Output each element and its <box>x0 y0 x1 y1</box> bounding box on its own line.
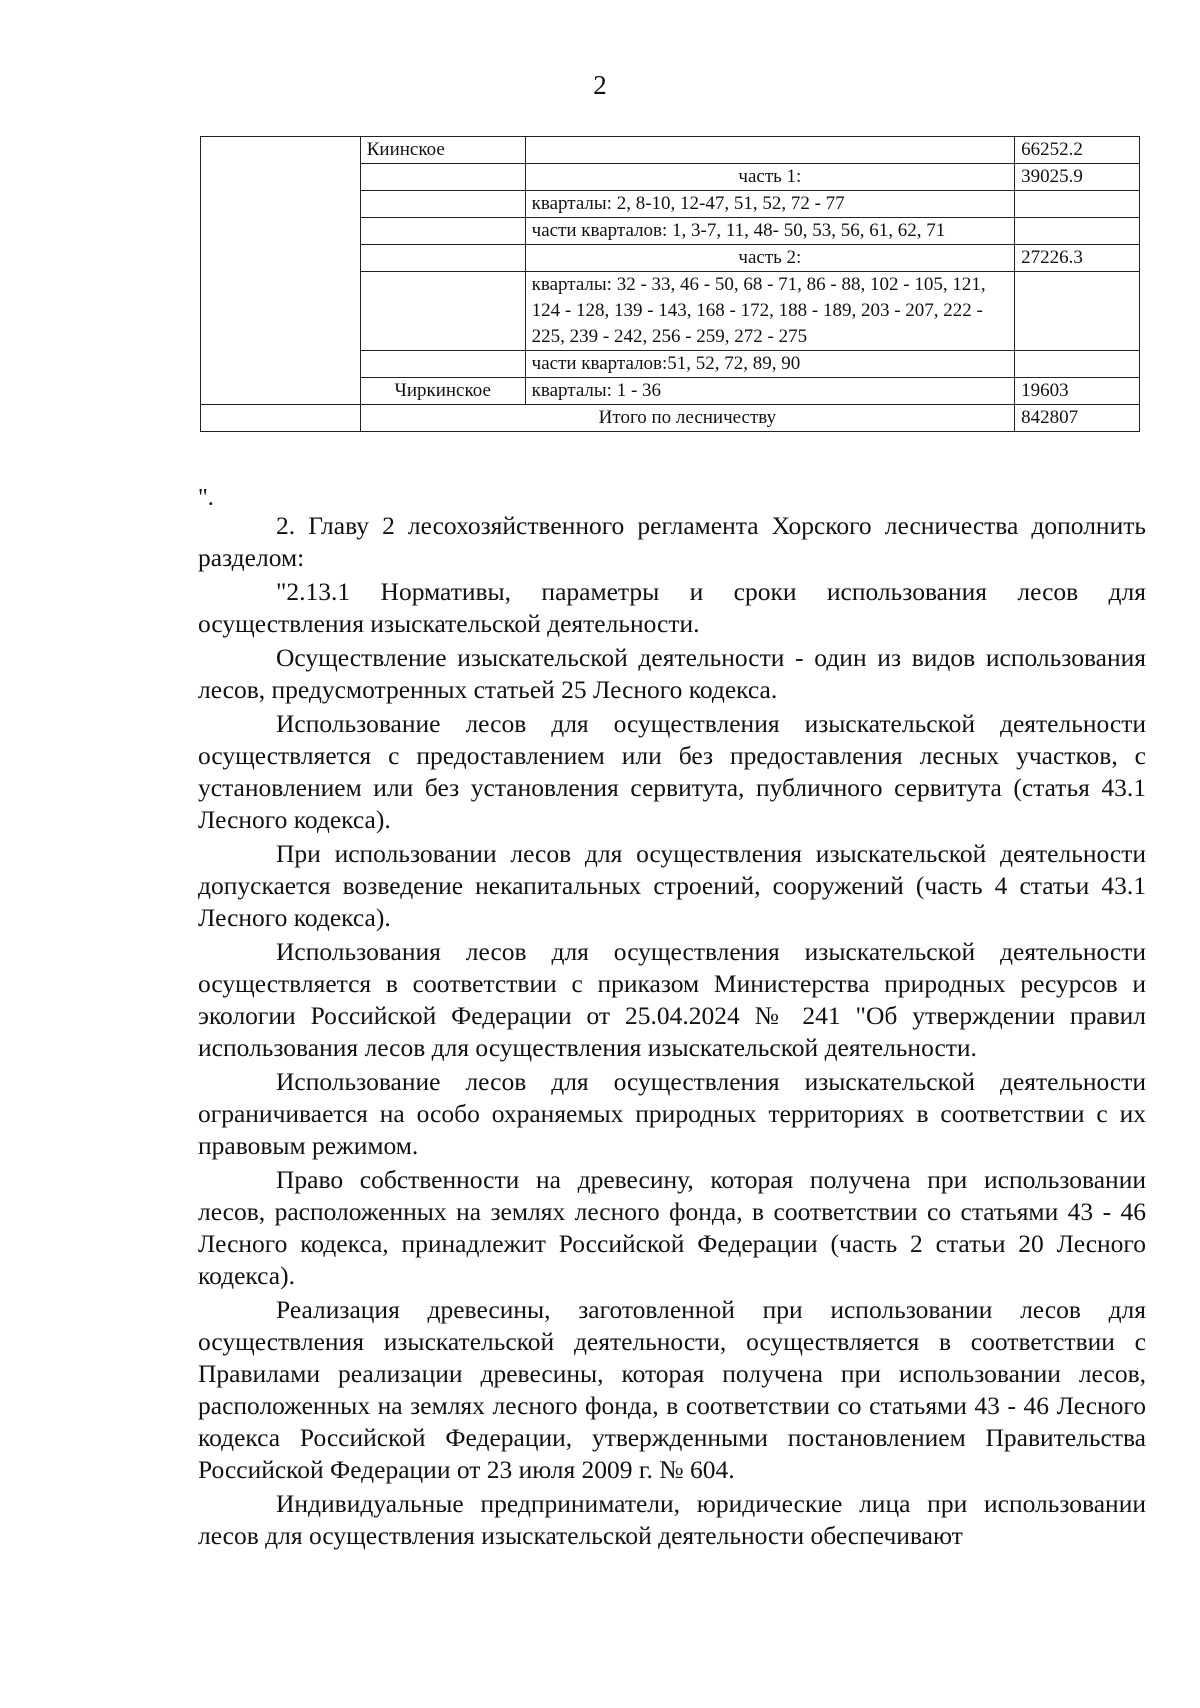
description-cell: часть 2: <box>525 245 1014 272</box>
area-cell: 39025.9 <box>1015 164 1140 191</box>
area-cell <box>1015 272 1140 351</box>
total-value: 842807 <box>1015 405 1140 432</box>
area-cell: 66252.2 <box>1015 137 1140 164</box>
area-cell <box>1015 218 1140 245</box>
subdivision-cell: Киинское <box>360 137 525 164</box>
paragraph: "2.13.1 Нормативы, параметры и сроки использования лесов для осуществления изыскательской деятельности. <box>198 577 1146 638</box>
subdivision-cell <box>360 164 525 191</box>
paragraph: Использование лесов для осуществления изыскательской деятельности осуществляется с предоставлением или без предоставления лесных участков, с установлением или без установления сервитута, публичного сервитута (статья 43.1 Лесного кодекса). <box>198 709 1146 834</box>
description-cell: части кварталов:51, 52, 72, 89, 90 <box>525 351 1014 378</box>
description-cell: кварталы: 32 - 33, 46 - 50, 68 - 71, 86 - 88, 102 - 105, 121, 124 - 128, 139 - 143, 168 - 172, 188 - 189, 203 - 207, 222 - 225, 239 - 242, 256 - 259, 272 - 275 <box>525 272 1014 351</box>
description-cell: кварталы: 1 - 36 <box>525 378 1014 405</box>
quote-close-mark: ". <box>198 485 214 511</box>
paragraph: Использования лесов для осуществления изыскательской деятельности осуществляется в соответствии с приказом Министерства природных ресурсов и экологии Российской Федерации от 25.04.2024 № 241 "Об утверждении правил использования лесов для осуществления изыскательской деятельности. <box>198 937 1146 1062</box>
area-cell <box>1015 191 1140 218</box>
paragraph: Осуществление изыскательской деятельности - один из видов использования лесов, предусмотренных статьей 25 Лесного кодекса. <box>198 643 1146 704</box>
forestry-table <box>200 136 1140 432</box>
subdivision-cell <box>360 218 525 245</box>
area-cell: 19603 <box>1015 378 1140 405</box>
subdivision-cell <box>360 191 525 218</box>
subdivision-cell: Чиркинское <box>360 378 525 405</box>
paragraph: Использование лесов для осуществления изыскательской деятельности ограничивается на особо охраняемых природных территориях в соответствии с их правовым режимом. <box>198 1067 1146 1160</box>
subdivision-cell <box>360 351 525 378</box>
total-label: Итого по лесничеству <box>360 405 1014 432</box>
table-cell-empty <box>201 405 361 432</box>
paragraph: При использовании лесов для осуществления изыскательской деятельности допускается возведение некапитальных строений, сооружений (часть 4 статьи 43.1 Лесного кодекса). <box>198 839 1146 932</box>
table-total-row <box>201 405 1140 432</box>
paragraph: Реализация древесины, заготовленной при использовании лесов для осуществления изыскательской деятельности, осуществляется в соответствии с Правилами реализации древесины, которая получена при использовании лесов, расположенных на землях лесного фонда, в соответствии со статьями 43 - 46 Лесного кодекса Российской Федерации, утвержденными постановлением Правительства Российской Федерации от 23 июля 2009 г. № 604. <box>198 1295 1146 1484</box>
description-cell: части кварталов: 1, 3-7, 11, 48- 50, 53, 56, 61, 62, 71 <box>525 218 1014 245</box>
subdivision-cell <box>360 245 525 272</box>
subdivision-cell <box>360 272 525 351</box>
paragraph: Индивидуальные предприниматели, юридические лица при использовании лесов для осуществления изыскательской деятельности обеспечивают <box>198 1489 1146 1550</box>
document-body <box>198 510 1146 1552</box>
table-cell-empty <box>201 137 361 405</box>
paragraph: 2. Главу 2 лесохозяйственного регламента Хорского лесничества дополнить разделом: <box>198 511 1146 572</box>
description-cell: кварталы: 2, 8-10, 12-47, 51, 52, 72 - 77 <box>525 191 1014 218</box>
description-cell <box>525 137 1014 164</box>
area-cell <box>1015 351 1140 378</box>
page-number: 2 <box>593 70 607 100</box>
table-row <box>201 137 1140 164</box>
paragraph: Право собственности на древесину, которая получена при использовании лесов, расположенных на землях лесного фонда, в соответствии со статьями 43 - 46 Лесного кодекса, принадлежит Российской Федерации (часть 2 статьи 20 Лесного кодекса). <box>198 1165 1146 1290</box>
description-cell: часть 1: <box>525 164 1014 191</box>
area-cell: 27226.3 <box>1015 245 1140 272</box>
